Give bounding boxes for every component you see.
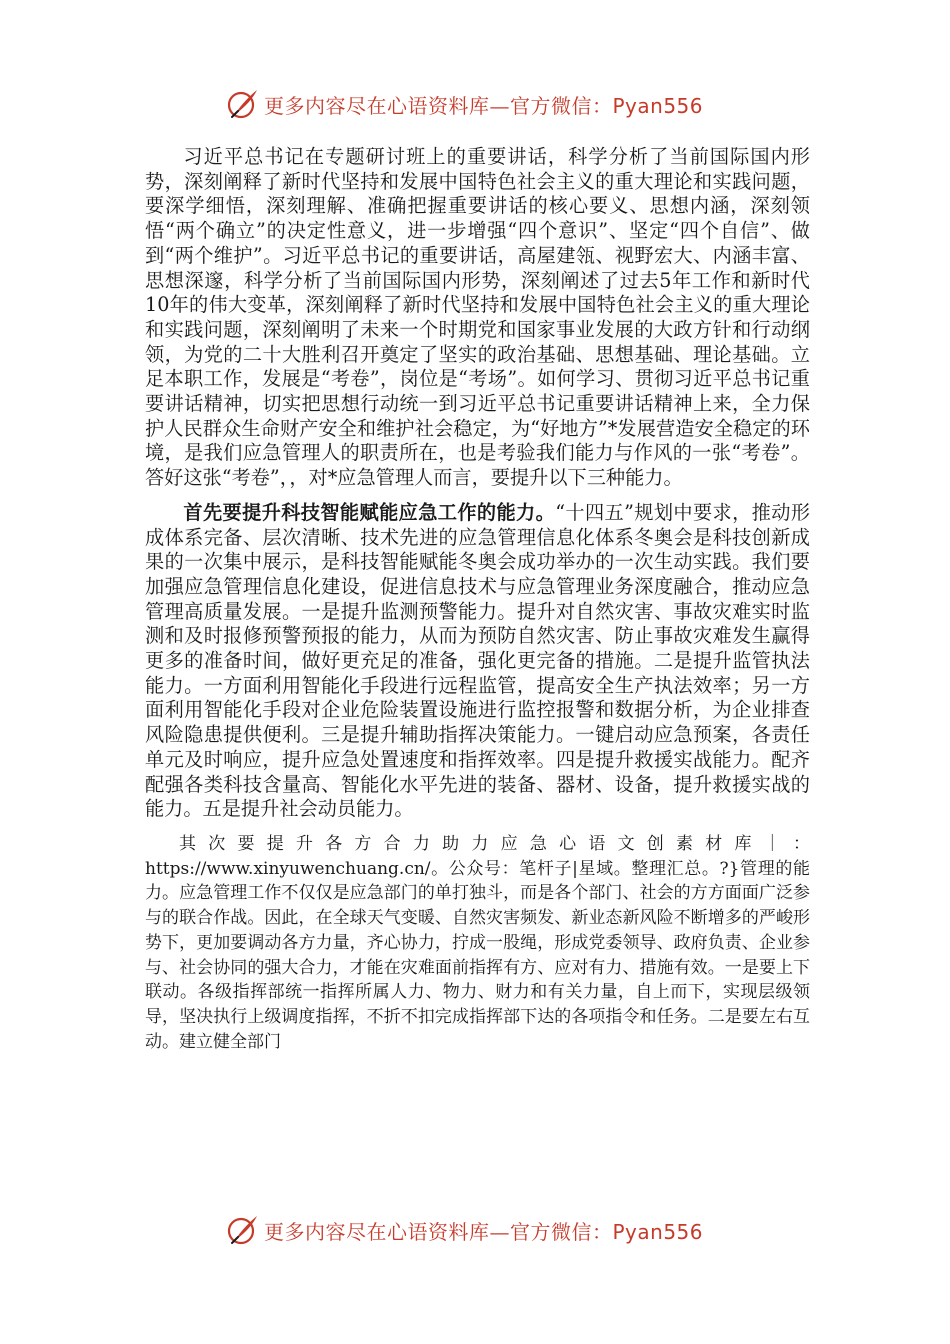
banner-text: 更多内容尽在心语资料库—官方微信：Pyan556 bbox=[264, 93, 704, 118]
paragraph-2-lead: 首先要提升科技智能赋能应急工作的能力。 bbox=[183, 500, 556, 524]
banner-handle: Pyan556 bbox=[612, 93, 704, 118]
paragraph-1: 习近平总书记在专题研讨班上的重要讲话，科学分析了当前国际国内形势，深刻阐释了新时代坚持和发展中国特色社会主义的重大理论和实践问题，要深学细悟，深刻理解、准确把握重要讲话的核心要义、思想内涵，深刻领悟“两个确立”的决定性意义，进一步增强“四个意识”、坚定“四个自信”、做到“两个维护”。习近平总书记的重要讲话，高屋建瓴、视野宏大、内涵丰富、思想深邃，科学分析了当前国际国内形势，深刻阐述了过去5年工作和新时代10年的伟大变革，深刻阐释了新时代坚持和发展中国特色社会主义的重大理论和实践问题，深刻阐明了未来一个时期党和国家事业发展的大政方针和行动纲领，为党的二十大胜利召开奠定了坚实的政治基础、思想基础、理论基础。立足本职工作，发展是“考卷”，岗位是“考场”。如何学习、贯彻习近平总书记重要讲话精神，切实把思想行动统一到习近平总书记重要讲话精神上来，全力保护人民群众生命财产安全和维护社会稳定，为“好地方”*发展营造安全稳定的环境，是我们应急管理人的职责所在，也是考验我们能力与作风的一张“考卷”。答好这张“考卷”，，对*应急管理人而言，要提升以下三种能力。 bbox=[145, 145, 810, 490]
quill-logo-icon bbox=[226, 87, 260, 121]
footer-banner bbox=[226, 1210, 726, 1250]
paragraph-3: 其次要提升各方合力助力应急心语文创素材库｜：https://www.xinyuwenchuang.cn/。公众号：笔杆子|星域。整理汇总。?}管理的能力。应急管理工作不仅仅是应急部门的单打独斗，而是各个部门、社会的方方面面广泛参与的联合作战。因此，在全球天气变暖、自然灾害频发、新业态新风险不断增多的严峻形势下，更加要调动各方力量，齐心协力，拧成一股绳，形成党委领导、政府负责、企业参与、社会协同的强大合力，才能在灾难面前指挥有方、应对有力、措施有效。一是要上下联动。各级指挥部统一指挥所属人力、物力、财力和有关力量，自上而下，实现层级领导，坚决执行上级调度指挥，不折不扣完成指挥部下达的各项指令和任务。二是要左右互动。建立健全部门 bbox=[145, 833, 810, 1052]
document-body bbox=[145, 145, 810, 1064]
banner-handle: Pyan556 bbox=[612, 1219, 704, 1244]
banner-text: 更多内容尽在心语资料库—官方微信：Pyan556 bbox=[264, 1219, 704, 1244]
quill-logo-icon bbox=[226, 1213, 260, 1247]
header-banner bbox=[226, 84, 726, 124]
paragraph-2: 首先要提升科技智能赋能应急工作的能力。“十四五”规划中要求，推动形成体系完备、层次清晰、技术先进的应急管理信息化体系冬奥会是科技创新成果的一次集中展示，是科技智能赋能冬奥会成功举办的一次生动实践。我们要加强应急管理信息化建设，促进信息技术与应急管理业务深度融合，推动应急管理高质量发展。一是提升监测预警能力。提升对自然灾害、事故灾难实时监测和及时报修预警预报的能力，从而为预防自然灾害、防止事故灾难发生赢得更多的准备时间，做好更充足的准备，强化更完备的措施。二是提升监管执法能力。一方面利用智能化手段进行远程监管，提高安全生产执法效率；另一方面利用智能化手段对企业危险装置设施进行监控报警和数据分析，为企业排查风险隐患提供便利。三是提升辅助指挥决策能力。一键启动应急预案，各责任单元及时响应，提升应急处置速度和指挥效率。四是提升救援实战能力。配齐配强各类科技含量高、智能化水平先进的装备、器材、设备，提升救援实战的能力。五是提升社会动员能力。 bbox=[145, 500, 811, 821]
